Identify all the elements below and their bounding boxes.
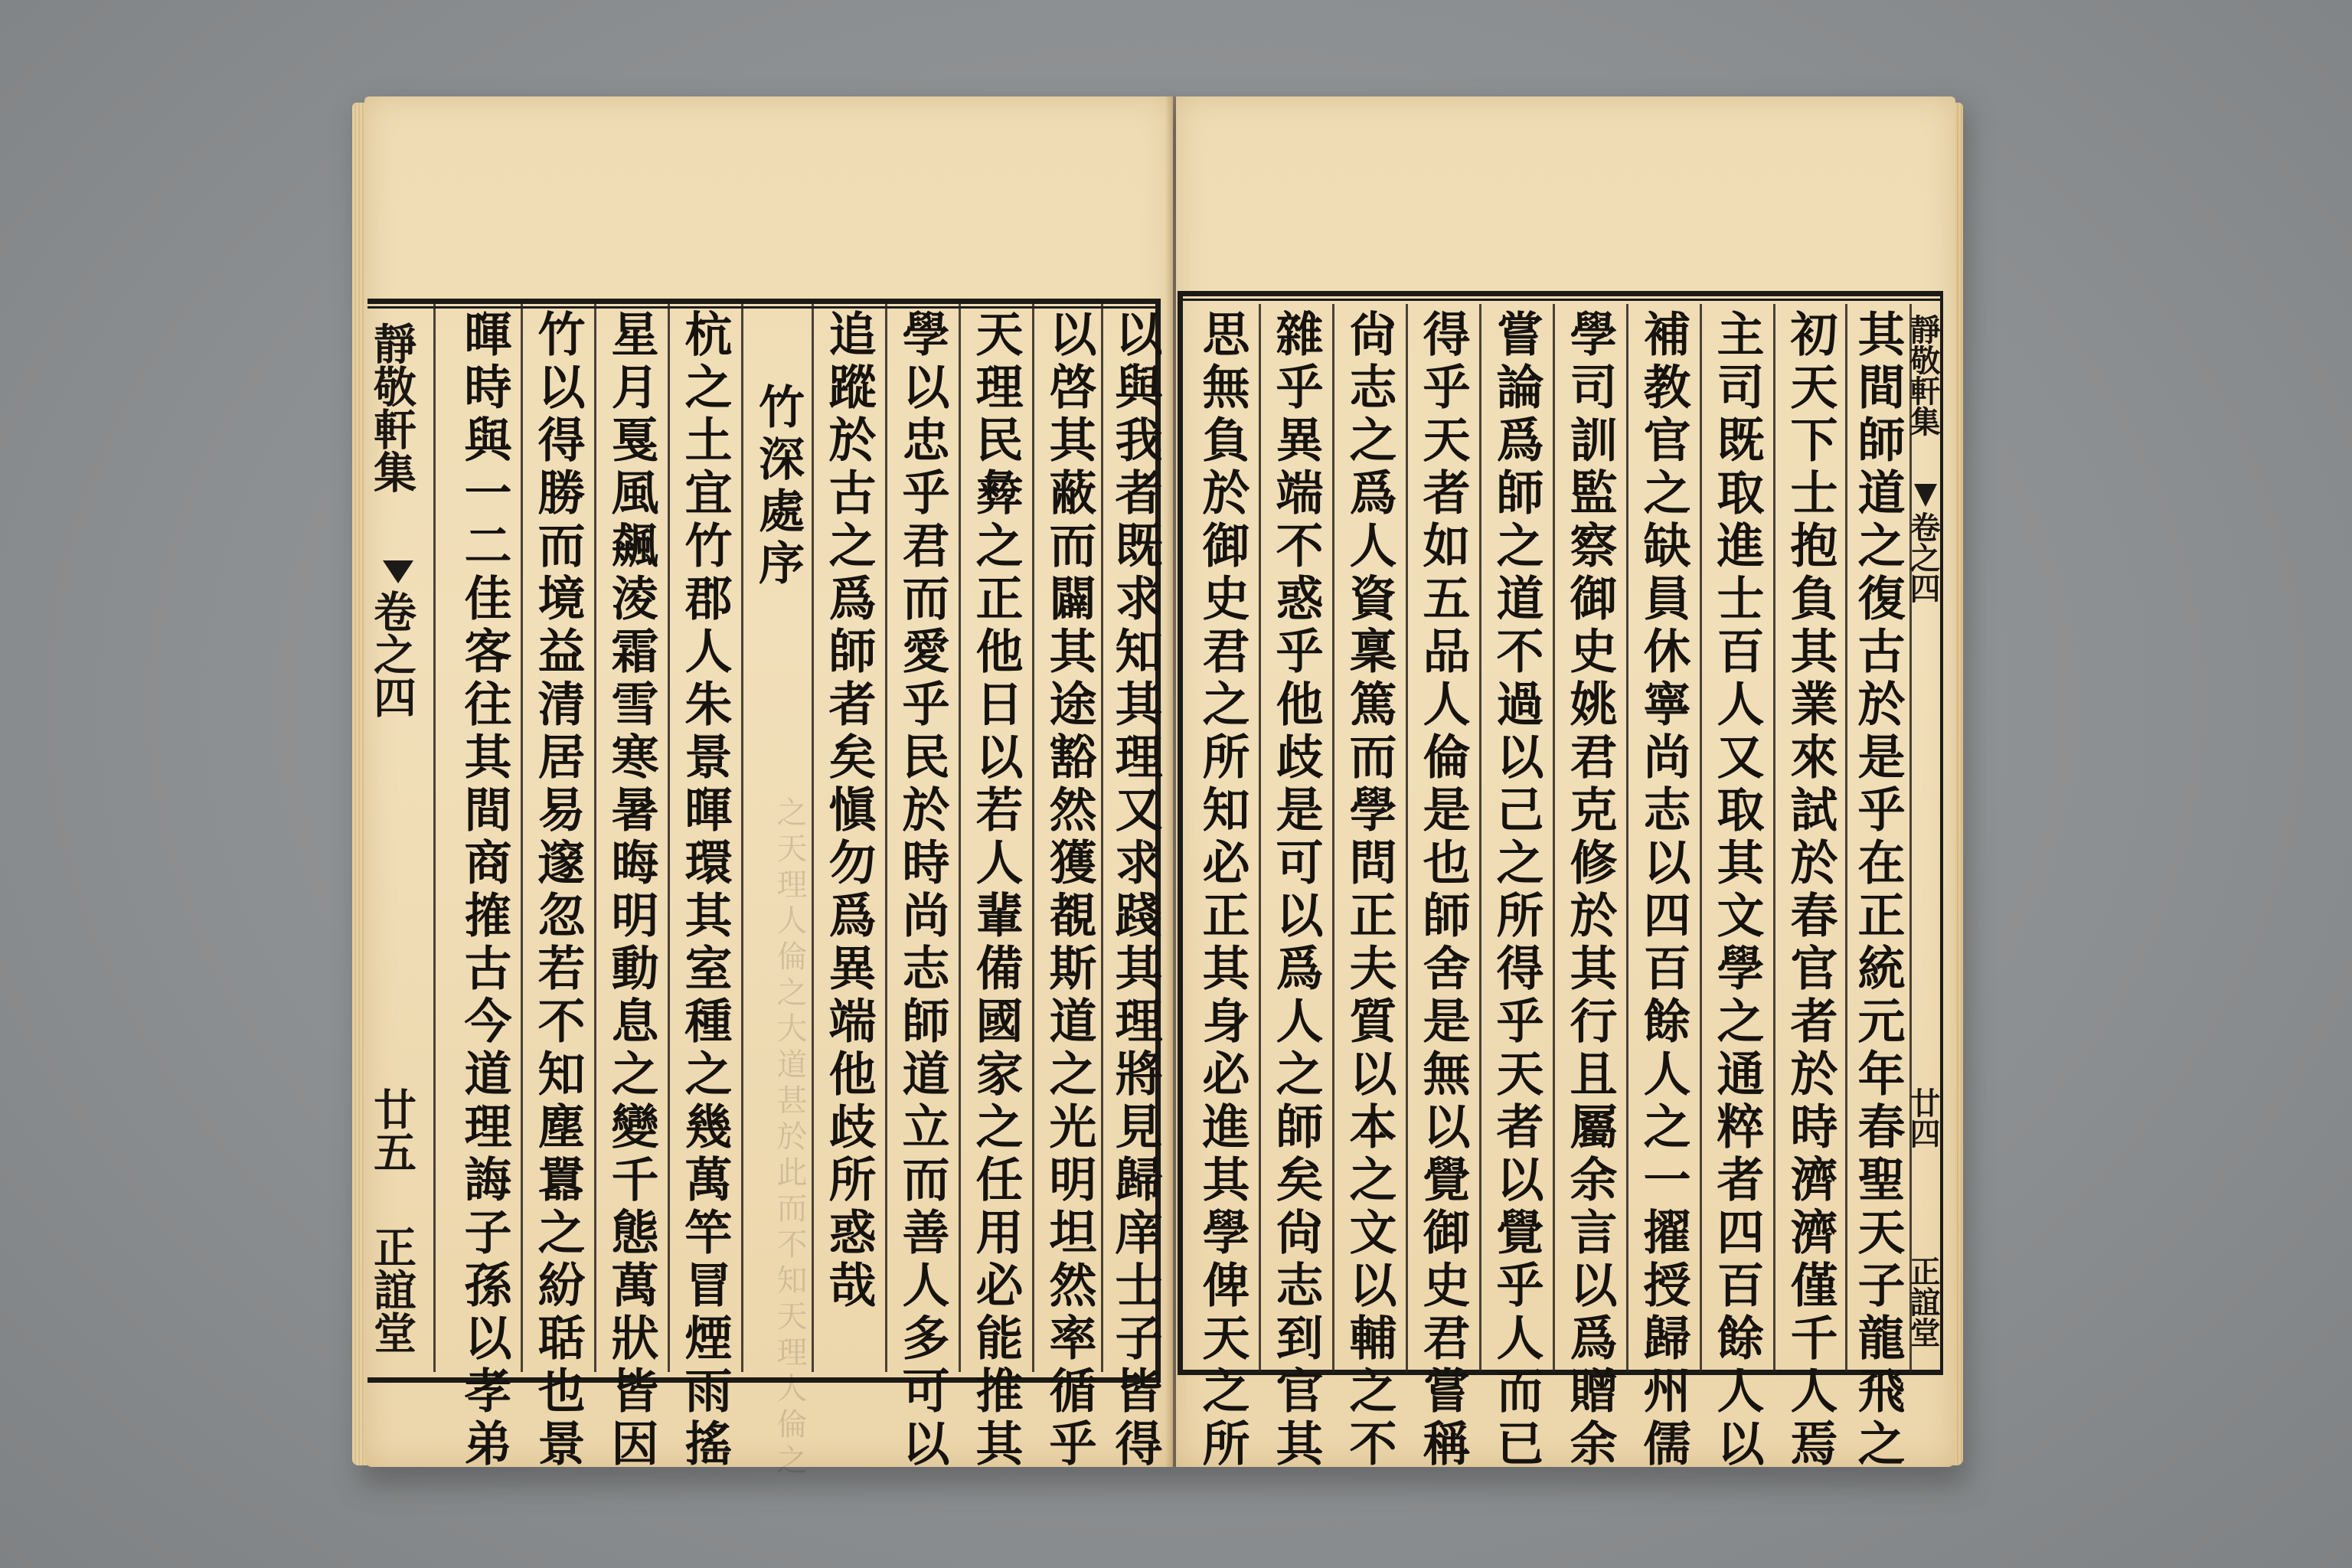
right-col-6: 嘗論爲師之道不過以己之所得乎天者以覺乎人而已 [1488,309,1544,1472]
left-col-7: 杭之土宜竹郡人朱景暉環其室種之幾萬竿冒煙雨搖 [677,309,733,1472]
left-col-9: 竹以得勝而境益清居易邃忽若不知塵囂之紛聒也景 [530,309,586,1472]
left-sep-9 [521,304,523,1372]
left-col-10: 暉時與一二佳客往其間商搉古今道理誨子孫以孝弟 [456,309,512,1472]
left-sep-7 [668,304,670,1372]
left-col-8: 星月戛風飆淩霜雪寒暑晦明動息之變千態萬狀皆因 [603,309,659,1472]
right-col-2: 初天下士抱負其業來試於春官者於時濟濟僅千人焉 [1782,309,1838,1472]
right-col-5: 學司訓監察御史姚君克修於其行且屬余言以爲贈余 [1562,309,1618,1472]
left-col-3: 天理民彜之正他日以若人輩備國家之任用必能推其 [968,309,1024,1472]
right-margin-hall: 正誼堂 [1905,1256,1941,1348]
right-margin-separator [1909,304,1912,1372]
left-sep-5 [812,304,814,1372]
left-sep-6 [741,304,743,1372]
left-sep-4 [885,304,887,1372]
left-bleed-through-text: 之天理人倫之大道甚於此而不知天理人倫之 [772,796,807,1480]
right-col-8: 尙志之爲人資稟篤而學問正夫質以本之文以輔之不 [1341,309,1397,1472]
left-sep-3 [959,304,961,1372]
right-sep-8 [1332,304,1334,1372]
left-sep-2 [1032,304,1034,1372]
left-margin-volume: 卷之四 [367,590,417,718]
right-sep-3 [1700,304,1702,1372]
left-margin-title: 靜敬軒集 [367,322,417,493]
right-margin-leaf: 廿四 [1905,1087,1941,1148]
right-col-9: 雜乎異端不惑乎他歧是可以爲人之師矣尙志到官其 [1268,309,1324,1472]
left-sep-1 [1101,304,1103,1372]
left-col-5: 追蹤於古之爲師者矣愼勿爲異端他歧所惑哉 [821,309,877,1313]
right-col-3: 主司既取進士百人又取其文學之通粹者四百餘人以 [1709,309,1765,1472]
right-col-10: 思無負於御史君之所知必正其身必進其學俾天之所 [1194,309,1250,1472]
left-col-6-heading: 竹深處序 [751,383,805,591]
right-col-1: 其間師道之復古於是乎在正統元年春聖天子龍飛之 [1850,309,1906,1472]
right-sep-9 [1259,304,1261,1372]
right-sep-2 [1773,304,1775,1372]
left-margin-hall: 正誼堂 [367,1225,417,1354]
right-sep-4 [1626,304,1628,1372]
left-col-2: 以啓其蔽而闢其途豁然獲覩斯道之光明坦然率循乎 [1041,309,1097,1472]
left-col-4: 學以忠乎君而愛乎民於時尚志師道立而善人多可以 [894,309,950,1472]
right-margin-title: 靜敬軒集 [1905,314,1941,436]
right-sep-7 [1406,304,1408,1372]
right-margin-volume: 卷之四 [1905,511,1941,603]
left-margin-leaf: 廿五 [367,1087,417,1173]
right-col-7: 得乎天者如五品人倫是也師舍是無以覺御史君嘗稱 [1415,309,1471,1472]
left-margin-separator [433,304,436,1372]
right-sep-6 [1479,304,1481,1372]
right-col-4: 補教官之缺員休寧尚志以四百餘人之一擢授歸州儒 [1635,309,1691,1472]
left-col-1: 以與我者既求知其理又求踐其理將見歸庠士子皆得 [1107,309,1163,1472]
right-sep-5 [1553,304,1555,1372]
left-sep-8 [594,304,596,1372]
